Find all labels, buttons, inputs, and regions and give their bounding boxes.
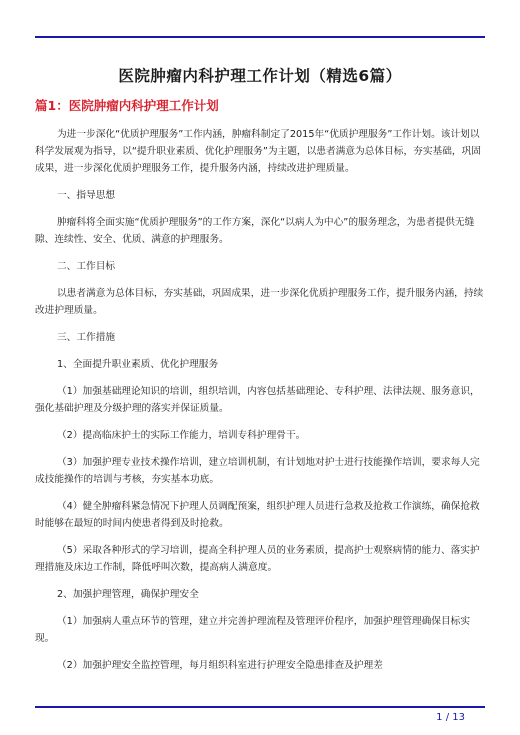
list-item: （1）加强基础理论知识的培训，组织培训，内容包括基础理论、专科护理、法律法规、服务意识，强化基础护理及分级护理的落实并保证质量。 [35,386,480,414]
section-heading: 篇1：医院肿瘤内科护理工作计划 [35,98,219,113]
document-title: 医院肿瘤内科护理工作计划（精选6篇） [118,67,402,85]
subheading-professional-quality: 1、全面提升职业素质、优化护理服务 [57,359,219,370]
list-item: （3）加强护理专业技术操作培训，建立培训机制，有计划地对护士进行技能操作培训，要求每人完成技能操作的培训与考核，夯实基本功底。 [35,457,480,485]
header-rule [35,36,485,38]
paragraph-work-goals: 以患者满意为总体目标，夯实基础，巩固成果，进一步深化优质护理服务工作，提升服务内涵，持续改进护理质量。 [35,288,484,316]
intro-paragraph: 为进一步深化“优质护理服务”工作内涵，肿瘤科制定了2015年“优质护理服务”工作计划。该计划以科学发展观为指导，以“提升职业素质、优化护理服务”为主题，以患者满意为总体目标，夯实基础，巩固成果，进一步深化优质护理服务工作，提升服务内涵，持续改进护理质量。 [35,129,481,174]
paragraph-guiding-ideology: 肿瘤科将全面实施“优质护理服务”的工作方案，深化“以病人为中心”的服务理念，为患者提供无缝隙、连续性、安全、优质、满意的护理服务。 [35,217,475,245]
footer-rule [35,706,485,708]
heading-guiding-ideology: 一、指导思想 [57,190,116,201]
list-item: （2）加强护理安全监控管理，每月组织科室进行护理安全隐患排查及护理差 [57,660,383,671]
list-item: （1）加强病人重点环节的管理，建立并完善护理流程及管理评价程序，加强护理管理确保目标实现。 [35,616,471,644]
document-body [35,126,485,674]
list-item: （5）采取各种形式的学习培训，提高全科护理人员的业务素质，提高护士观察病情的能力、落实护理措施及床边工作制，降低呼叫次数，提高病人满意度。 [35,545,480,573]
heading-work-measures: 三、工作措施 [57,332,116,343]
heading-work-goals: 二、工作目标 [57,261,116,272]
page-number: 1 / 13 [436,712,465,723]
list-item: （2）提高临床护士的实际工作能力，培训专科护理骨干。 [57,430,306,441]
subheading-nursing-safety: 2、加强护理管理，确保护理安全 [57,589,199,600]
list-item: （4）健全肿瘤科紧急情况下护理人员调配预案，组织护理人员进行急救及抢救工作演练，确保抢救时能够在最短的时间内使患者得到及时抢救。 [35,501,480,529]
